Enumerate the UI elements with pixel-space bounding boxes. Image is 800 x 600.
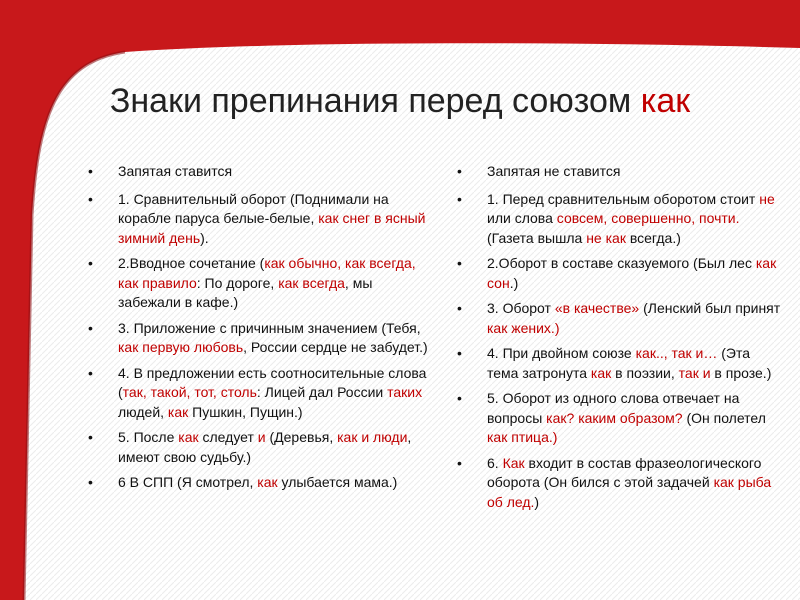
- right-column-item: [457, 299, 782, 338]
- item-text: 4. В предложении есть соотносительные слова (: [118, 364, 427, 400]
- item-text: (Он полетел: [682, 409, 766, 426]
- item-text: .): [509, 274, 519, 291]
- item-text: 4. При двойном союзе: [487, 345, 636, 361]
- bullet-icon: •: [88, 163, 93, 179]
- item-text: 6 В СПП (Я смотрел,: [118, 474, 258, 490]
- item-text: , имеют свою судьбу.): [118, 429, 412, 465]
- left-column-item: [88, 319, 433, 358]
- item-text: 5. Оборот из одного слова отвечает на вопросы: [487, 390, 740, 426]
- highlight-text: не: [759, 190, 775, 207]
- left-column-item: [88, 162, 433, 182]
- right-column-item: [457, 344, 782, 383]
- item-text: Пушкин, Пущин.): [188, 403, 303, 420]
- item-text: 1. Сравнительный оборот (Поднимали на корабле паруса белые-белые,: [118, 190, 389, 226]
- bullet-icon: •: [88, 255, 93, 271]
- highlight-text: как снег в ясный зимний день: [118, 210, 426, 246]
- item-text: людей,: [118, 403, 168, 420]
- right-column-item: [457, 254, 782, 293]
- title-accent: как: [640, 82, 691, 120]
- item-text: , мы забежали в кафе.): [118, 274, 373, 310]
- highlight-text: так, такой, тот, столь: [122, 384, 257, 400]
- item-text: в поэзии,: [611, 364, 679, 381]
- item-text: всегда.): [625, 229, 681, 246]
- item-text: : По дороге,: [196, 274, 279, 291]
- highlight-text: Как: [502, 454, 525, 471]
- left-column-item: [88, 473, 433, 493]
- highlight-text: как: [167, 403, 189, 420]
- item-text: входит в состав фразеологического оборота (Он бился с этой задачей: [487, 454, 762, 490]
- highlight-text: как первую любовь: [118, 339, 244, 355]
- item-text: 1. Перед сравнительным оборотом стоит: [487, 190, 760, 207]
- title-main: Знаки препинания перед союзом: [109, 82, 641, 120]
- bullet-icon: •: [88, 429, 93, 445]
- item-text: 2.Оборот в составе сказуемого (Был лес: [487, 255, 756, 271]
- item-text: в прозе.): [710, 364, 772, 381]
- item-text: 3. Оборот: [487, 300, 555, 316]
- highlight-text: как сон: [487, 255, 777, 291]
- bullet-icon: •: [457, 255, 462, 271]
- bullet-icon: •: [457, 190, 462, 207]
- bullet-icon: •: [88, 190, 93, 207]
- highlight-text: так и: [678, 364, 711, 381]
- highlight-text: не как: [586, 229, 626, 246]
- bullet-icon: •: [88, 474, 93, 490]
- bullet-icon: •: [457, 454, 462, 471]
- item-text: 6.: [487, 454, 503, 471]
- item-text: Запятая ставится: [118, 163, 233, 179]
- right-column-list: [457, 162, 782, 518]
- left-column-item: [88, 364, 433, 423]
- item-text: (Эта тема затронута: [487, 345, 751, 381]
- item-text: 5. После: [118, 429, 179, 445]
- left-column-item: [88, 254, 433, 313]
- highlight-text: «в качестве»: [554, 300, 640, 316]
- item-text: ).: [200, 229, 209, 246]
- page-title: [0, 82, 800, 121]
- bullet-icon: •: [88, 319, 93, 336]
- highlight-text: как: [590, 364, 612, 381]
- bullet-icon: •: [457, 345, 462, 361]
- item-text: (Ленский был принят: [639, 300, 781, 316]
- bullet-icon: •: [457, 163, 462, 179]
- item-text: Запятая не ставится: [487, 163, 621, 179]
- highlight-text: как всегда: [278, 274, 345, 291]
- highlight-text: как рыба об лед.: [487, 474, 772, 510]
- highlight-text: как и люди: [337, 429, 408, 445]
- bullet-icon: •: [457, 300, 462, 316]
- highlight-text: и: [257, 429, 266, 445]
- item-text: , России сердце не забудет.): [243, 339, 428, 355]
- item-text: : Лицей дал России: [256, 384, 388, 400]
- item-text: 3. Приложение с причинным значением (Тебя,: [118, 319, 421, 336]
- highlight-text: как: [257, 474, 278, 490]
- bullet-icon: •: [88, 364, 93, 381]
- right-column-item: [457, 162, 782, 182]
- item-text: (Деревья,: [265, 429, 338, 445]
- item-text: 2.Вводное сочетание (: [118, 255, 265, 271]
- right-column-item: [457, 454, 782, 513]
- highlight-text: как жених.): [487, 319, 560, 336]
- highlight-text: совсем, совершенно, почти.: [556, 210, 740, 226]
- highlight-text: таких: [387, 384, 423, 400]
- highlight-text: как птица.): [487, 429, 558, 445]
- item-text: или слова: [487, 210, 557, 226]
- item-text: следует: [198, 429, 258, 445]
- item-text: улыбается мама.): [277, 474, 398, 490]
- left-column-list: [88, 162, 433, 499]
- item-text: (Газета вышла: [487, 229, 587, 246]
- highlight-text: как: [178, 429, 199, 445]
- highlight-text: как? каким образом?: [546, 409, 683, 426]
- left-column-item: [88, 428, 433, 467]
- right-column-item: [457, 190, 782, 249]
- highlight-text: как обычно, как всегда, как правило: [118, 255, 416, 291]
- bullet-icon: •: [457, 390, 462, 406]
- right-column-item: [457, 389, 782, 448]
- highlight-text: как.., так и…: [635, 345, 718, 361]
- item-text: ): [534, 493, 540, 510]
- left-column-item: [88, 190, 433, 249]
